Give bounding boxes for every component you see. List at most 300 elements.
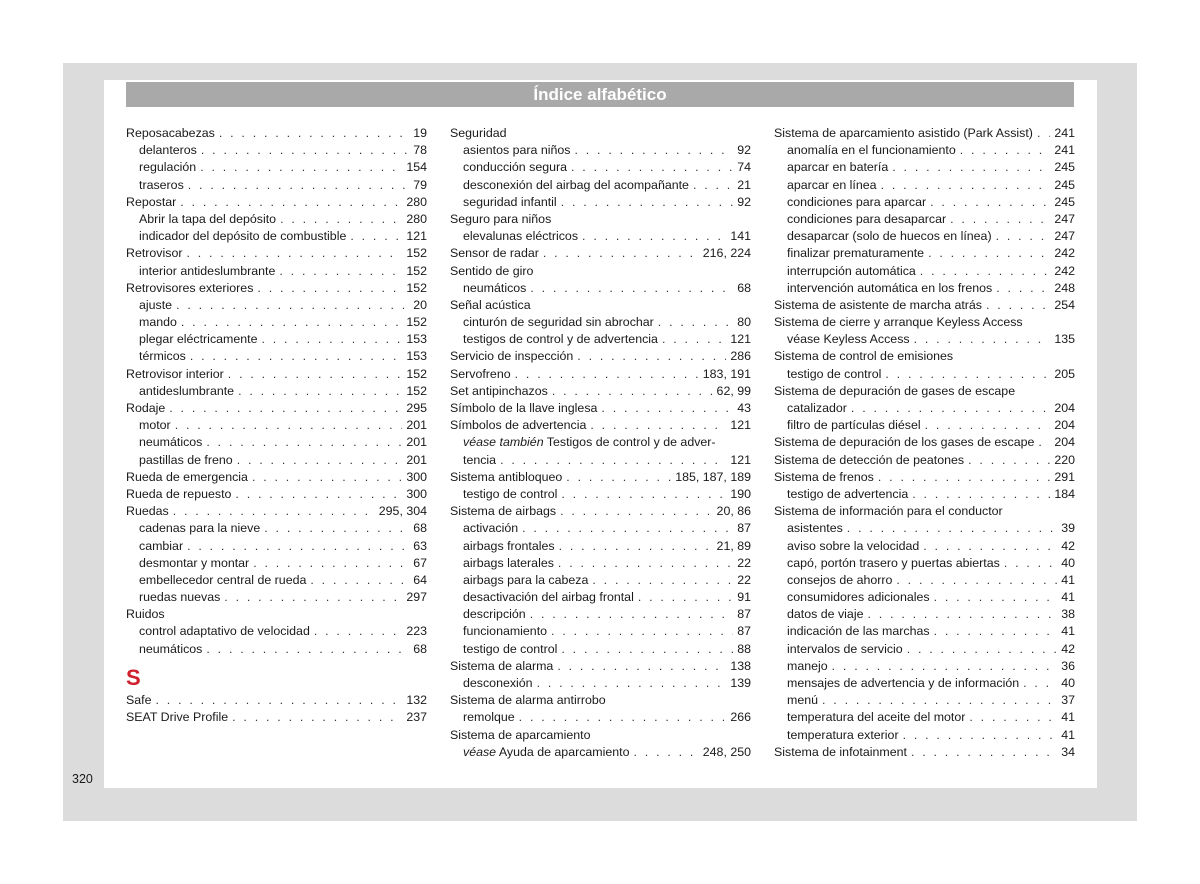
- entry-term: mensajes de advertencia y de información: [787, 676, 1020, 690]
- dot-leader: [279, 263, 402, 280]
- entry-term: airbags frontales: [463, 538, 555, 553]
- dot-leader: [560, 503, 712, 520]
- index-entry: [126, 366, 427, 383]
- entry-term: Reposacabezas: [126, 126, 215, 140]
- entry-page-ref: 68: [413, 641, 427, 656]
- entry-term: Sistema de cierre y arranque Keyless Access: [774, 315, 1023, 330]
- entry-page-ref: 291: [1054, 469, 1075, 484]
- entry-page-ref: 92: [737, 194, 751, 209]
- dot-leader: [537, 675, 727, 692]
- index-entry: [450, 692, 751, 709]
- index-subentry: [774, 520, 1075, 537]
- entry-term: consumidores adicionales: [787, 590, 930, 605]
- dot-leader: [960, 142, 1051, 159]
- entry-term: Sistema de infotainment: [774, 744, 907, 759]
- index-subentry: [126, 263, 427, 280]
- entry-page-ref: 78: [413, 143, 427, 158]
- entry-term: Ruidos: [126, 607, 165, 622]
- entry-term: Sistema antibloqueo: [450, 469, 563, 484]
- entry-term: Sistema de control de emisiones: [774, 349, 954, 364]
- dot-leader: [186, 245, 402, 262]
- entry-term: testigo de control: [787, 366, 882, 381]
- index-subentry: [126, 623, 427, 640]
- index-subentry: [126, 572, 427, 589]
- dot-leader: [950, 211, 1050, 228]
- index-entry: [126, 692, 427, 709]
- entry-term: mando: [139, 315, 177, 330]
- dot-leader: [867, 606, 1057, 623]
- entry-term: traseros: [139, 177, 184, 192]
- dot-leader: [693, 177, 733, 194]
- index-subentry: [774, 417, 1075, 434]
- entry-term: capó, portón trasero y puertas abiertas: [787, 555, 1000, 570]
- index-subentry: [774, 211, 1075, 228]
- entry-term: airbags para la cabeza: [463, 572, 589, 587]
- index-subentry: [450, 314, 751, 331]
- entry-term: térmicos: [139, 349, 186, 364]
- dot-leader: [638, 589, 733, 606]
- index-subentry: [774, 194, 1075, 211]
- entry-page-ref: 245: [1054, 194, 1075, 209]
- dot-leader: [253, 555, 409, 572]
- entry-page-ref: 43: [737, 401, 751, 415]
- dot-leader: [561, 194, 734, 211]
- entry-page-ref: 121: [730, 452, 751, 467]
- entry-page-ref: 19: [413, 126, 427, 140]
- entry-page-ref: 245: [1054, 160, 1075, 175]
- entry-term: asistentes: [787, 521, 843, 536]
- entry-page-ref: 286: [730, 349, 751, 364]
- entry-term: Símbolos de advertencia: [450, 418, 587, 433]
- entry-page-ref: 248: [1054, 280, 1075, 295]
- index-column-3: [774, 125, 1075, 761]
- entry-page-ref: 68: [737, 280, 751, 295]
- dot-leader: [261, 331, 402, 348]
- index-entry: [450, 211, 751, 228]
- entry-page-ref: 91: [737, 590, 751, 605]
- dot-leader: [634, 744, 699, 761]
- entry-page-ref: 295, 304: [378, 504, 427, 519]
- entry-page-ref: 74: [737, 160, 751, 175]
- index-subentry: [450, 744, 751, 761]
- entry-term: Sistema de airbags: [450, 504, 557, 519]
- entry-term: aparcar en batería: [787, 160, 889, 175]
- dot-leader: [180, 194, 402, 211]
- index-entry: [774, 469, 1075, 486]
- entry-term: Sistema de detección de peatones: [774, 452, 965, 467]
- entry-term: tencia: [463, 452, 497, 467]
- dot-leader: [907, 641, 1058, 658]
- entry-page-ref: 41: [1061, 624, 1075, 639]
- entry-page-ref: 87: [737, 607, 751, 622]
- index-entry: [450, 348, 751, 365]
- entry-page-ref: 154: [406, 160, 427, 175]
- index-entry: [126, 125, 427, 142]
- entry-page-ref: 245: [1054, 177, 1075, 192]
- index-subentry: [450, 434, 751, 451]
- entry-term: indicador del depósito de combustible: [139, 229, 347, 244]
- entry-page-ref: 132: [406, 692, 427, 707]
- entry-term: temperatura del aceite del motor: [787, 710, 966, 725]
- dot-leader: [577, 348, 726, 365]
- index-subentry: [126, 520, 427, 537]
- entry-page-ref: 139: [730, 676, 751, 690]
- entry-term: Repostar: [126, 194, 177, 209]
- index-subentry: [774, 623, 1075, 640]
- index-entry: [126, 503, 427, 520]
- entry-term: airbags laterales: [463, 555, 554, 570]
- entry-term: testigo de control: [463, 641, 558, 656]
- entry-page-ref: 152: [406, 383, 427, 398]
- entry-page-ref: 138: [730, 658, 751, 673]
- entry-term: manejo: [787, 658, 828, 673]
- dot-leader: [169, 400, 402, 417]
- dot-leader: [175, 417, 403, 434]
- entry-page-ref: 280: [406, 194, 427, 209]
- index-subentry: [126, 383, 427, 400]
- dot-leader: [592, 572, 733, 589]
- dot-leader: [219, 125, 409, 142]
- index-subentry: [126, 177, 427, 194]
- index-entry: [450, 400, 751, 417]
- entry-page-ref: 152: [406, 315, 427, 330]
- entry-page-ref: 300: [406, 486, 427, 501]
- entry-page-ref: 41: [1061, 727, 1075, 742]
- dot-leader: [847, 520, 1057, 537]
- entry-term: delanteros: [139, 143, 197, 158]
- index-entry: [126, 606, 427, 623]
- index-entry: [126, 194, 427, 211]
- entry-term: aparcar en línea: [787, 177, 877, 192]
- entry-term: datos de viaje: [787, 607, 864, 622]
- entry-term: testigo de advertencia: [787, 486, 909, 501]
- dot-leader: [1038, 434, 1050, 451]
- entry-term: asientos para niños: [463, 143, 571, 158]
- entry-page-ref: 34: [1061, 744, 1075, 759]
- entry-term: SEAT Drive Profile: [126, 710, 229, 724]
- dot-leader: [903, 727, 1058, 744]
- dot-leader: [920, 263, 1051, 280]
- entry-term: menú: [787, 693, 818, 708]
- index-subentry: [450, 641, 751, 658]
- entry-page-ref: 87: [737, 624, 751, 639]
- index-column-1: [126, 125, 427, 726]
- dot-leader: [1023, 675, 1057, 692]
- dot-leader: [257, 280, 402, 297]
- dot-leader: [923, 538, 1057, 555]
- entry-page-ref: 121: [730, 332, 751, 347]
- entry-page-ref: 22: [737, 555, 751, 570]
- index-subentry: [450, 177, 751, 194]
- index-subentry: [774, 142, 1075, 159]
- entry-page-ref: 184: [1054, 486, 1075, 501]
- entry-term: interrupción automática: [787, 263, 916, 278]
- entry-term: desaparcar (solo de huecos en línea): [787, 229, 992, 244]
- index-subentry: [450, 606, 751, 623]
- dot-leader: [996, 228, 1051, 245]
- entry-term: cadenas para la nieve: [139, 521, 261, 536]
- dot-leader: [200, 159, 402, 176]
- entry-term: Safe: [126, 692, 152, 707]
- index-subentry: [774, 727, 1075, 744]
- entry-term: Sistema de alarma: [450, 658, 554, 673]
- entry-page-ref: 42: [1061, 641, 1075, 656]
- index-subentry: [126, 314, 427, 331]
- index-subentry: [126, 434, 427, 451]
- dot-leader: [187, 538, 409, 555]
- index-subentry: [450, 709, 751, 726]
- dot-leader: [201, 142, 409, 159]
- dot-leader: [582, 228, 726, 245]
- entry-term: Sensor de radar: [450, 246, 539, 261]
- entry-page-ref: 216, 224: [702, 246, 751, 261]
- index-entry: [450, 469, 751, 486]
- entry-term: Abrir la tapa del depósito: [139, 211, 277, 226]
- entry-page-ref: 153: [406, 349, 427, 364]
- index-subentry: [774, 555, 1075, 572]
- index-entry: [774, 744, 1075, 761]
- index-subentry: [450, 623, 751, 640]
- index-subentry: [450, 194, 751, 211]
- entry-page-ref: 79: [413, 177, 427, 192]
- entry-page-ref: 121: [730, 418, 751, 433]
- dot-leader: [228, 366, 403, 383]
- dot-leader: [206, 641, 409, 658]
- index-entry: [450, 503, 751, 520]
- dot-leader: [350, 228, 402, 245]
- entry-term: seguridad infantil: [463, 194, 557, 209]
- dot-leader: [934, 589, 1058, 606]
- entry-term: embellecedor central de rueda: [139, 572, 307, 587]
- entry-term: descripción: [463, 607, 526, 622]
- entry-page-ref: 80: [737, 315, 751, 330]
- dot-leader: [658, 314, 733, 331]
- dot-leader: [881, 177, 1051, 194]
- dot-leader: [851, 400, 1050, 417]
- index-subentry: [450, 486, 751, 503]
- entry-term: Set antipinchazos: [450, 383, 548, 398]
- entry-term: Sistema de asistente de marcha atrás: [774, 297, 982, 312]
- entry-term: desactivación del airbag frontal: [463, 590, 634, 605]
- index-subentry: [450, 538, 751, 555]
- entry-term: Rueda de emergencia: [126, 469, 248, 484]
- entry-page-ref: 41: [1061, 710, 1075, 725]
- entry-page-ref: 205: [1054, 366, 1075, 381]
- entry-page-ref: 41: [1061, 590, 1075, 605]
- dot-leader: [590, 417, 726, 434]
- index-entry: [774, 125, 1075, 142]
- dot-leader: [190, 348, 402, 365]
- index-subentry: [774, 228, 1075, 245]
- dot-leader: [968, 452, 1050, 469]
- dot-leader: [530, 280, 733, 297]
- entry-page-ref: 67: [413, 555, 427, 570]
- index-entry: [450, 417, 751, 434]
- entry-page-ref: 62, 99: [716, 383, 751, 398]
- entry-page-ref: 300: [406, 469, 427, 484]
- dot-leader: [530, 606, 734, 623]
- entry-term: condiciones para desaparcar: [787, 211, 947, 226]
- index-subentry: [774, 658, 1075, 675]
- dot-leader: [996, 280, 1050, 297]
- dot-leader: [885, 366, 1050, 383]
- entry-term: desconexión: [463, 676, 533, 690]
- entry-page-ref: 266: [730, 710, 751, 725]
- index-subentry: [126, 211, 427, 228]
- entry-term: funcionamiento: [463, 624, 548, 639]
- entry-term: cinturón de seguridad sin abrochar: [463, 315, 654, 330]
- index-subentry: [450, 520, 751, 537]
- index-subentry: [450, 589, 751, 606]
- entry-term: consejos de ahorro: [787, 572, 893, 587]
- dot-leader: [561, 641, 733, 658]
- index-subentry: [774, 280, 1075, 297]
- entry-term: elevalunas eléctricos: [463, 229, 579, 244]
- dot-leader: [559, 538, 713, 555]
- index-subentry: [774, 675, 1075, 692]
- entry-page-ref: 190: [730, 486, 751, 501]
- entry-term: condiciones para aparcar: [787, 194, 927, 209]
- dot-leader: [176, 297, 409, 314]
- entry-page-ref: 220: [1054, 452, 1075, 467]
- entry-page-ref: 22: [737, 572, 751, 587]
- entry-page-ref: 121: [406, 229, 427, 244]
- index-entry: [774, 503, 1075, 520]
- entry-term: Sistema de depuración de gases de escape: [774, 383, 1016, 398]
- index-entry: [126, 709, 427, 726]
- index-subentry: [774, 400, 1075, 417]
- dot-leader: [986, 297, 1050, 314]
- index-entry: [774, 348, 1075, 365]
- entry-page-ref: 152: [406, 246, 427, 261]
- index-entry: [450, 297, 751, 314]
- entry-term: desconexión del airbag del acompañante: [463, 177, 689, 192]
- index-subentry: [774, 486, 1075, 503]
- index-entry: [450, 727, 751, 744]
- index-subentry: [450, 675, 751, 692]
- dot-leader: [914, 331, 1051, 348]
- index-subentry: [450, 142, 751, 159]
- index-subentry: [126, 452, 427, 469]
- dot-leader: [310, 572, 409, 589]
- index-subentry: [774, 245, 1075, 262]
- dot-leader: [892, 159, 1050, 176]
- entry-term: Seguro para niños: [450, 211, 552, 226]
- index-subentry: [126, 331, 427, 348]
- index-entry: [774, 452, 1075, 469]
- entry-page-ref: 141: [730, 229, 751, 244]
- entry-term: activación: [463, 521, 519, 536]
- entry-page-ref: 42: [1061, 538, 1075, 553]
- index-subentry: [450, 331, 751, 348]
- entry-term: conducción segura: [463, 160, 568, 175]
- index-subentry: [450, 452, 751, 469]
- entry-page-ref: 68: [413, 521, 427, 536]
- entry-page-ref: 152: [406, 263, 427, 278]
- index-subentry: [774, 692, 1075, 709]
- entry-term: Sistema de información para el conductor: [774, 504, 1003, 519]
- dot-leader: [1037, 125, 1050, 142]
- entry-term: Servofreno: [450, 366, 511, 381]
- entry-term: Sentido de giro: [450, 263, 534, 278]
- entry-page-ref: 241: [1054, 143, 1075, 158]
- dot-leader: [574, 142, 733, 159]
- entry-page-ref: 204: [1054, 418, 1075, 433]
- dot-leader: [571, 159, 733, 176]
- dot-leader: [930, 194, 1050, 211]
- dot-leader: [206, 434, 402, 451]
- entry-page-ref: 204: [1054, 401, 1075, 415]
- entry-term-text: Ayuda de aparcamiento: [496, 744, 630, 759]
- section-letter: S: [126, 664, 141, 690]
- dot-leader: [500, 452, 726, 469]
- entry-term: Ruedas: [126, 504, 169, 519]
- entry-page-ref: 92: [737, 143, 751, 158]
- index-subentry: [450, 555, 751, 572]
- entry-page-ref: 153: [406, 332, 427, 347]
- entry-page-ref: 223: [406, 624, 427, 639]
- index-subentry: [126, 228, 427, 245]
- entry-term: [463, 434, 716, 451]
- entry-page-ref: 152: [406, 366, 427, 381]
- entry-page-ref: 21: [737, 177, 751, 192]
- dot-leader: [224, 589, 402, 606]
- dot-leader: [925, 417, 1051, 434]
- index-subentry: [774, 331, 1075, 348]
- entry-term: Señal acústica: [450, 297, 531, 312]
- index-subentry: [126, 555, 427, 572]
- entry-term: testigo de control: [463, 486, 558, 501]
- dot-leader: [543, 245, 699, 262]
- dot-leader: [188, 177, 409, 194]
- index-subentry: [774, 177, 1075, 194]
- entry-term: remolque: [463, 710, 515, 725]
- index-entry: [450, 263, 751, 280]
- entry-crossref: véase también: [463, 435, 544, 450]
- dot-leader: [515, 366, 699, 383]
- index-subentry: [774, 589, 1075, 606]
- entry-term: Retrovisores exteriores: [126, 280, 254, 295]
- page-header: Índice alfabético: [126, 82, 1074, 107]
- entry-term: ruedas nuevas: [139, 590, 221, 605]
- dot-leader: [314, 623, 402, 640]
- entry-term: neumáticos: [463, 280, 527, 295]
- index-subentry: [774, 709, 1075, 726]
- entry-page-ref: 21, 89: [716, 538, 751, 553]
- dot-leader: [822, 692, 1057, 709]
- entry-page-ref: 183, 191: [702, 366, 751, 381]
- dot-leader: [566, 469, 671, 486]
- entry-term: antideslumbrante: [139, 383, 235, 398]
- dot-leader: [969, 709, 1057, 726]
- dot-leader: [934, 623, 1058, 640]
- index-subentry: [126, 159, 427, 176]
- dot-leader: [832, 658, 1058, 675]
- dot-leader: [552, 383, 713, 400]
- entry-page-ref: 40: [1061, 676, 1075, 690]
- entry-term: Seguridad: [450, 126, 507, 140]
- index-entry: [774, 314, 1075, 331]
- dot-leader: [557, 658, 726, 675]
- index-entry: [774, 434, 1075, 451]
- index-entry: [774, 383, 1075, 400]
- entry-term: Rodaje: [126, 401, 166, 415]
- entry-page-ref: 41: [1061, 572, 1075, 587]
- dot-leader: [235, 486, 402, 503]
- entry-term: Servicio de inspección: [450, 349, 574, 364]
- dot-leader: [928, 245, 1050, 262]
- entry-term: Rueda de repuesto: [126, 486, 232, 501]
